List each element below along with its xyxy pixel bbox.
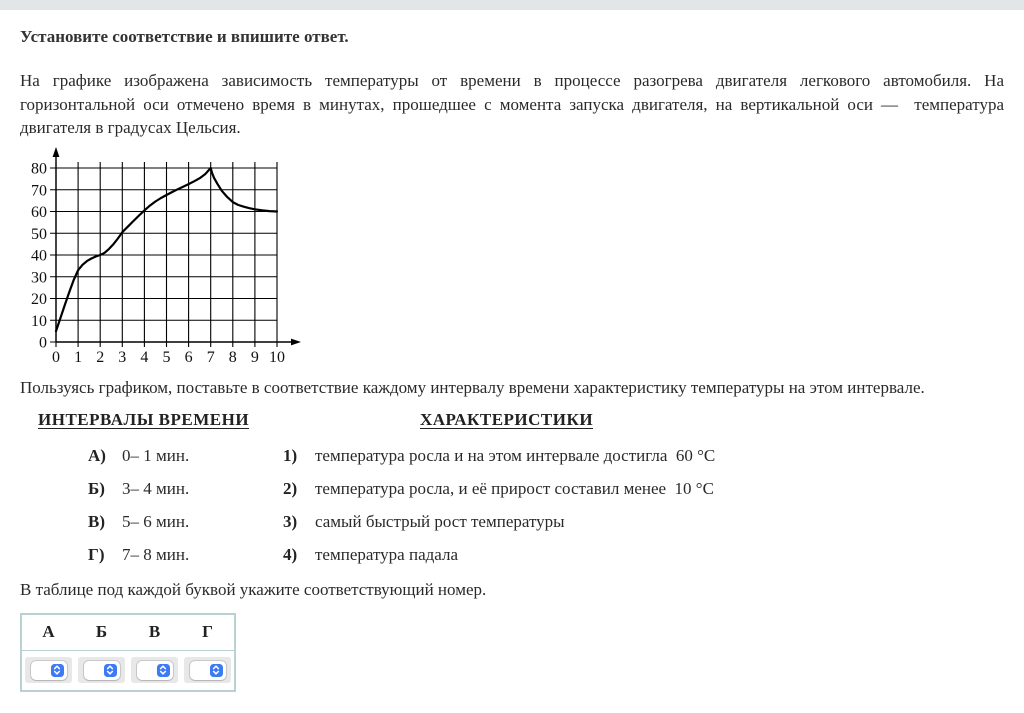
svg-text:60: 60 — [31, 203, 47, 221]
answer-col-header-a: А — [21, 614, 75, 651]
answer-cell-g — [181, 650, 235, 691]
top-bar — [0, 0, 1024, 10]
svg-text:3: 3 — [118, 348, 127, 366]
answer-col-header-b: Б — [75, 614, 128, 651]
intervals-header: ИНТЕРВАЛЫ ВРЕМЕНИ — [38, 410, 250, 429]
interval-label: В) — [88, 511, 105, 531]
svg-text:0: 0 — [39, 334, 47, 351]
svg-text:4: 4 — [140, 348, 149, 366]
characteristic-label: 1) — [283, 445, 298, 465]
match-row-g — [20, 538, 1004, 571]
match-rows — [20, 439, 1004, 571]
interval-text: 5– 6 мин. — [122, 511, 190, 531]
answer-select-g[interactable] — [184, 657, 231, 683]
select-pill — [31, 661, 67, 680]
svg-text:2: 2 — [96, 348, 105, 366]
svg-text:0: 0 — [52, 348, 60, 366]
select-pill — [137, 661, 173, 680]
match-headers — [20, 410, 1004, 432]
interval-text: 0– 1 мин. — [122, 445, 190, 465]
match-row-b — [20, 472, 1004, 505]
interval-label: Г) — [88, 544, 105, 564]
svg-text:7: 7 — [206, 348, 215, 366]
match-row-v — [20, 505, 1004, 538]
answer-select-b[interactable] — [78, 657, 125, 683]
answer-col-header-v: В — [128, 614, 181, 651]
svg-text:10: 10 — [269, 348, 285, 366]
characteristic-text: температура росла и на этом интервале достигла 60 °С — [315, 445, 716, 465]
table-note: В таблице под каждой буквой укажите соответствующий номер. — [20, 580, 487, 599]
svg-text:6: 6 — [184, 348, 193, 366]
svg-text:10: 10 — [31, 312, 47, 330]
page-title: Установите соответствие и впишите ответ. — [20, 27, 349, 46]
svg-text:70: 70 — [31, 181, 47, 199]
exercise-page — [0, 27, 1024, 692]
svg-text:5: 5 — [162, 348, 171, 366]
instruction-text: Пользуясь графиком, поставьте в соответствие каждому интервалу времени характеристику температуры на этом интервале. — [20, 377, 925, 397]
interval-text: 7– 8 мин. — [122, 544, 190, 564]
intro-text: На графике изображена зависимость температуры от времени в процессе разогрева двигателя легкового автомобиля. На горизонтальной оси отмечено время в минутах, прошедшее с момента запуска двигателя, на вертикальной оси — температура двигателя в градусах Цельсия. — [20, 71, 1004, 137]
answer-select-a[interactable] — [25, 657, 72, 683]
svg-text:80: 80 — [31, 160, 47, 177]
answer-col-header-g: Г — [181, 614, 235, 651]
svg-text:40: 40 — [31, 247, 47, 264]
answer-cell-v — [128, 650, 181, 691]
characteristic-label: 3) — [283, 511, 298, 531]
characteristics-header: ХАРАКТЕРИСТИКИ — [420, 410, 594, 429]
select-pill — [190, 661, 226, 680]
select-pill — [84, 661, 120, 680]
svg-text:20: 20 — [31, 290, 47, 308]
svg-text:8: 8 — [228, 348, 237, 366]
answer-cell-a — [21, 650, 75, 691]
interval-label: Б) — [88, 478, 105, 498]
answer-select-v[interactable] — [131, 657, 178, 683]
select-stepper-icon — [104, 664, 117, 677]
interval-label: А) — [88, 445, 106, 465]
characteristic-text: температура росла, и её прирост составил менее 10 °С — [315, 478, 714, 498]
svg-text:50: 50 — [31, 225, 47, 243]
temperature-chart — [20, 146, 320, 368]
characteristic-label: 4) — [283, 544, 298, 564]
svg-text:9: 9 — [250, 348, 259, 366]
svg-text:30: 30 — [31, 268, 47, 286]
select-stepper-icon — [210, 664, 223, 677]
characteristic-text: самый быстрый рост температуры — [315, 511, 565, 531]
match-row-a — [20, 439, 1004, 472]
interval-text: 3– 4 мин. — [122, 478, 190, 498]
select-stepper-icon — [51, 664, 64, 677]
select-stepper-icon — [157, 664, 170, 677]
answer-cell-b — [75, 650, 128, 691]
characteristic-text: температура падала — [315, 544, 458, 564]
characteristic-label: 2) — [283, 478, 298, 498]
answer-table — [20, 613, 236, 692]
svg-text:1: 1 — [74, 348, 83, 366]
